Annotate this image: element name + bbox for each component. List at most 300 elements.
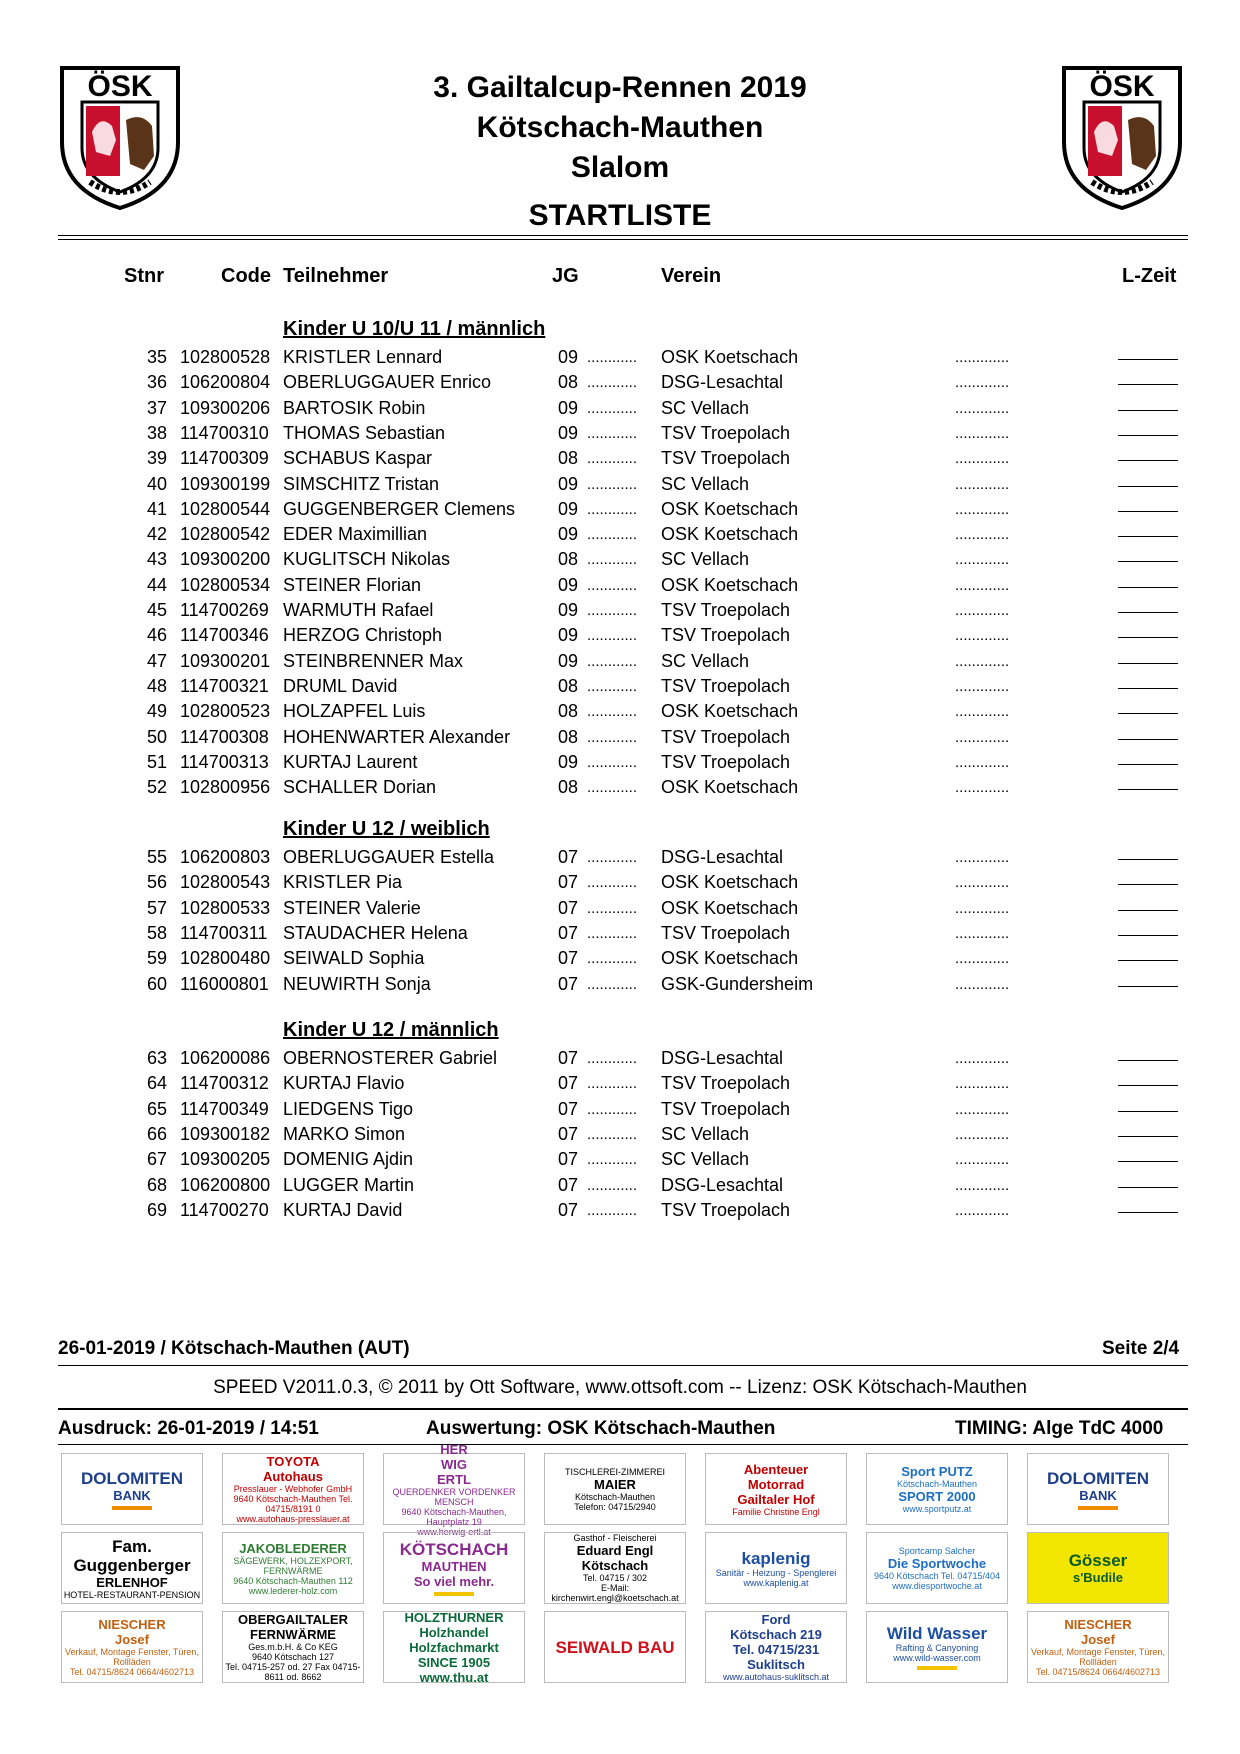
- sponsor-accent-mark: [917, 1666, 957, 1670]
- sponsor-ad: [1027, 1611, 1169, 1683]
- club-name: OSK Koetschach: [661, 777, 799, 798]
- sponsor-text: Presslauer - Webhofer GmbH: [233, 1484, 353, 1494]
- birth-year: 09: [558, 397, 579, 418]
- table-row: [0, 573, 1240, 598]
- athlete-name: DOMENIG Ajdin: [283, 1149, 414, 1170]
- time-blank-line: [1118, 472, 1178, 487]
- sponsor-text: NIESCHER: [98, 1617, 166, 1632]
- dot-leader: ............: [587, 1201, 638, 1219]
- footer-date-place: 26-01-2019 / Kötschach-Mauthen (AUT): [58, 1338, 410, 1359]
- sponsor-text: s'Budile: [1072, 1570, 1124, 1585]
- dot-leader: .............: [955, 475, 1010, 493]
- start-number: 40: [146, 473, 167, 494]
- athlete-name: SEIWALD Sophia: [283, 948, 425, 969]
- time-blank-line: [1118, 1122, 1178, 1137]
- birth-year: 09: [558, 524, 579, 545]
- sponsor-ad: [61, 1532, 203, 1604]
- sponsor-text: Telefon: 04715/2940: [574, 1501, 656, 1512]
- start-number: 44: [146, 574, 167, 595]
- athlete-name: KURTAJ Laurent: [283, 751, 418, 772]
- athlete-code: 109300206: [180, 397, 271, 418]
- athlete-name: SCHALLER Dorian: [283, 777, 437, 798]
- table-row: [0, 1198, 1240, 1223]
- col-verein: Verein: [661, 265, 722, 287]
- birth-year: 07: [558, 897, 579, 918]
- athlete-code: 109300205: [180, 1149, 271, 1170]
- sponsor-text: TISCHLEREI-ZIMMEREI: [564, 1466, 665, 1477]
- athlete-code: 114700313: [180, 751, 269, 772]
- dot-leader: ............: [587, 677, 638, 695]
- start-number: 63: [146, 1048, 167, 1068]
- athlete-name: MARKO Simon: [283, 1123, 406, 1144]
- sponsor-ad: [705, 1532, 847, 1604]
- table-row: [0, 750, 1240, 775]
- sponsor-text: HER: [440, 1441, 468, 1457]
- birth-year: 07: [558, 1098, 579, 1119]
- sponsor-text: MAIER: [594, 1476, 636, 1492]
- start-number: 39: [146, 448, 167, 469]
- birth-year: 07: [558, 847, 579, 867]
- time-blank-line: [1118, 870, 1178, 885]
- footer-printout: Ausdruck: 26-01-2019 / 14:51: [58, 1418, 319, 1439]
- dot-leader: ............: [587, 627, 638, 645]
- club-name: OSK Koetschach: [661, 347, 799, 367]
- time-blank-line: [1118, 421, 1178, 436]
- birth-year: 09: [558, 751, 579, 772]
- header-rule: [58, 235, 1188, 236]
- birth-year: 08: [558, 777, 579, 798]
- dot-leader: ............: [587, 424, 638, 442]
- logo-letters: ÖSK: [87, 70, 153, 103]
- sponsor-ad: [705, 1453, 847, 1525]
- athlete-code: 109300182: [180, 1123, 271, 1144]
- dot-leader: .............: [955, 849, 1010, 866]
- club-name: OSK Koetschach: [661, 498, 799, 519]
- birth-year: 09: [558, 625, 579, 646]
- footer-rule-2: [58, 1408, 1188, 1410]
- event-title: 3. Gailtalcup-Rennen 2019: [433, 71, 807, 104]
- footer-rule-3: [58, 1444, 1188, 1445]
- athlete-name: LUGGER Martin: [283, 1174, 415, 1195]
- athlete-code: 114700346: [180, 625, 269, 646]
- sponsor-text: www.lederer-holz.com: [248, 1585, 338, 1596]
- start-number: 52: [146, 777, 167, 798]
- table-row: [0, 497, 1240, 522]
- club-name: TSV Troepolach: [661, 422, 791, 443]
- start-number: 51: [146, 751, 167, 772]
- sponsor-text: 9640 Kötschach-Mauthen, Hauptplatz 19: [401, 1506, 507, 1527]
- athlete-name: OBERNOSTERER Gabriel: [283, 1048, 498, 1068]
- sponsor-text: Verkauf, Montage Fenster, Türen, Rollläden: [65, 1647, 199, 1667]
- list-title: STARTLISTE: [528, 199, 712, 232]
- start-number: 57: [146, 897, 167, 918]
- dot-leader: ............: [587, 576, 638, 594]
- dot-leader: .............: [955, 1100, 1010, 1118]
- start-number: 50: [146, 726, 167, 747]
- start-number: 41: [146, 498, 167, 519]
- sponsor-text: Familie Christine Engl: [732, 1506, 820, 1517]
- athlete-name: KURTAJ David: [283, 1199, 403, 1220]
- dot-leader: .............: [955, 728, 1010, 746]
- sponsor-text: QUERDENKER VORDENKER MENSCH: [392, 1486, 516, 1507]
- sponsor-text: Die Sportwoche: [887, 1555, 987, 1571]
- table-row: [0, 1147, 1240, 1172]
- dot-leader: .............: [955, 950, 1010, 968]
- dot-leader: ............: [587, 1100, 638, 1118]
- sponsor-accent-mark: [434, 1592, 474, 1596]
- dot-leader: ............: [587, 1125, 638, 1143]
- club-name: DSG-Lesachtal: [661, 1048, 784, 1068]
- athlete-name: DRUML David: [283, 675, 398, 696]
- athlete-name: GUGGENBERGER Clemens: [283, 498, 516, 519]
- dot-leader: ............: [587, 975, 638, 993]
- sponsor-text: SPORT 2000: [898, 1489, 976, 1504]
- sponsor-text: Motorrad: [747, 1476, 805, 1492]
- club-name: OSK Koetschach: [661, 897, 799, 918]
- sponsor-text: FERNWÄRME: [250, 1627, 336, 1642]
- sponsor-text: DOLOMITEN: [1047, 1468, 1149, 1488]
- birth-year: 07: [558, 872, 579, 893]
- club-name: OSK Koetschach: [661, 872, 799, 893]
- athlete-name: NEUWIRTH Sonja: [283, 973, 431, 994]
- table-row: [0, 699, 1240, 724]
- club-name: TSV Troepolach: [661, 448, 791, 469]
- table-row: [0, 522, 1240, 547]
- dot-leader: .............: [955, 975, 1010, 993]
- dot-leader: .............: [955, 399, 1010, 417]
- table-row: [0, 1097, 1240, 1122]
- time-blank-line: [1118, 946, 1178, 961]
- sponsor-text: 9640 Kötschach-Mauthen Tel. 04715/8191 0: [233, 1494, 353, 1514]
- sponsor-text: WIG: [441, 1456, 467, 1472]
- start-number: 69: [146, 1199, 167, 1220]
- birth-year: 08: [558, 549, 579, 570]
- club-name: TSV Troepolach: [661, 726, 791, 747]
- table-row: [0, 896, 1240, 921]
- athlete-code: 106200086: [180, 1048, 271, 1068]
- club-name: OSK Koetschach: [661, 701, 799, 722]
- dot-leader: ............: [587, 753, 638, 771]
- table-row: [0, 446, 1240, 471]
- dot-leader: .............: [955, 424, 1010, 442]
- sponsor-text: Gösser: [1068, 1551, 1128, 1570]
- sponsor-ad: [383, 1532, 525, 1604]
- time-blank-line: [1118, 725, 1178, 740]
- dot-leader: .............: [955, 1125, 1010, 1143]
- sponsor-text: Suklitsch: [747, 1657, 805, 1672]
- time-blank-line: [1118, 1046, 1178, 1061]
- sponsor-text: ERLENHOF: [96, 1574, 168, 1590]
- dot-leader: .............: [955, 899, 1010, 917]
- footer-timing: TIMING: Alge TdC 4000: [955, 1418, 1164, 1439]
- athlete-code: 102800534: [180, 574, 271, 595]
- birth-year: 07: [558, 922, 579, 943]
- athlete-code: 102800956: [180, 777, 271, 798]
- sponsor-text: BANK: [1079, 1487, 1117, 1503]
- dot-leader: ............: [587, 374, 638, 392]
- table-row: [0, 1122, 1240, 1147]
- dot-leader: .............: [955, 652, 1010, 670]
- sponsor-text: Tel. 04715-257 od. 27 Fax 04715-8611 od. 8662: [225, 1662, 361, 1682]
- dot-leader: ............: [587, 399, 638, 417]
- sponsor-ad: [1027, 1453, 1169, 1525]
- dot-leader: ............: [587, 728, 638, 746]
- athlete-name: KUGLITSCH Nikolas: [283, 549, 451, 570]
- dot-leader: ............: [587, 652, 638, 670]
- start-number: 45: [146, 600, 167, 620]
- sponsor-text: www.autohaus-presslauer.at: [236, 1514, 350, 1524]
- dot-leader: ............: [587, 526, 638, 544]
- sponsor-text: 9640 Kötschach Tel. 04715/404: [874, 1570, 1000, 1581]
- athlete-name: WARMUTH Rafael: [283, 600, 434, 620]
- start-number: 59: [146, 948, 167, 969]
- sponsor-text: MAUTHEN: [421, 1559, 487, 1574]
- start-number: 48: [146, 675, 167, 696]
- table-row: [0, 946, 1240, 971]
- time-blank-line: [1118, 674, 1178, 689]
- club-name: SC Vellach: [661, 650, 750, 671]
- logo-letters: ÖSK: [1089, 70, 1155, 103]
- time-blank-line: [1118, 921, 1178, 936]
- sponsor-text: kaplenig: [741, 1548, 811, 1568]
- start-number: 37: [146, 397, 167, 418]
- dot-leader: ............: [587, 551, 638, 569]
- birth-year: 08: [558, 448, 579, 469]
- table-row: [0, 649, 1240, 674]
- athlete-code: 114700312: [180, 1073, 269, 1094]
- col-lzeit: L-Zeit: [1122, 265, 1177, 287]
- col-code: Code: [221, 265, 271, 287]
- athlete-code: 102800543: [180, 872, 271, 893]
- birth-year: 08: [558, 701, 579, 722]
- athlete-name: OBERLUGGAUER Enrico: [283, 372, 492, 393]
- sponsor-text: Kötschach: [581, 1558, 649, 1573]
- birth-year: 09: [558, 422, 579, 443]
- table-row: [0, 870, 1240, 895]
- birth-year: 08: [558, 372, 579, 393]
- dot-leader: ............: [587, 475, 638, 493]
- sponsor-text: So viel mehr.: [413, 1574, 495, 1589]
- dot-leader: .............: [955, 1201, 1010, 1219]
- start-number: 49: [146, 701, 167, 722]
- sponsor-ad: [61, 1611, 203, 1683]
- athlete-name: KRISTLER Lennard: [283, 347, 443, 367]
- birth-year: 07: [558, 1149, 579, 1170]
- start-number: 64: [146, 1073, 167, 1094]
- club-name: SC Vellach: [661, 397, 750, 418]
- dot-leader: .............: [955, 602, 1010, 619]
- time-blank-line: [1118, 775, 1178, 790]
- dot-leader: .............: [955, 753, 1010, 771]
- athlete-code: 114700269: [180, 600, 269, 620]
- time-blank-line: [1118, 1173, 1178, 1188]
- time-blank-line: [1118, 598, 1178, 613]
- table-row: [0, 674, 1240, 699]
- dot-leader: ............: [587, 1075, 638, 1093]
- table-row: [0, 370, 1240, 395]
- athlete-code: 114700308: [180, 726, 269, 747]
- dot-leader: ............: [587, 779, 638, 797]
- sponsor-text: www.autohaus-suklitsch.at: [722, 1672, 830, 1682]
- athlete-name: SCHABUS Kaspar: [283, 448, 433, 469]
- time-blank-line: [1118, 396, 1178, 411]
- sponsor-text: Tel. 04715 / 302: [582, 1573, 648, 1583]
- sponsor-text: Kötschach 219: [730, 1627, 822, 1642]
- club-name: SC Vellach: [661, 1149, 750, 1170]
- athlete-code: 102800523: [180, 701, 271, 722]
- sponsor-ad: [222, 1611, 364, 1683]
- athlete-code: 102800480: [180, 948, 271, 969]
- sponsor-ad: [222, 1453, 364, 1525]
- sponsor-ad: [544, 1532, 686, 1604]
- start-number: 66: [146, 1123, 167, 1144]
- start-number: 35: [146, 347, 167, 367]
- time-blank-line: [1118, 845, 1178, 860]
- sponsor-text: SEIWALD BAU: [555, 1637, 675, 1657]
- club-name: OSK Koetschach: [661, 574, 799, 595]
- athlete-code: 102800533: [180, 897, 271, 918]
- club-name: GSK-Gundersheim: [661, 973, 814, 994]
- sponsor-ad: [866, 1532, 1008, 1604]
- time-blank-line: [1118, 1071, 1178, 1086]
- start-number: 47: [146, 650, 167, 671]
- birth-year: 07: [558, 1174, 579, 1195]
- birth-year: 07: [558, 1199, 579, 1220]
- sponsor-accent-mark: [1078, 1506, 1118, 1510]
- sponsor-text: Gailtaler Hof: [737, 1491, 815, 1507]
- sponsor-text: SINCE 1905: [417, 1654, 491, 1670]
- footer-page: Seite 2/4: [1102, 1338, 1180, 1359]
- sponsor-text: Ford: [761, 1612, 791, 1627]
- dot-leader: ............: [587, 349, 638, 366]
- sponsor-text: www.thu.at: [419, 1669, 489, 1685]
- start-number: 58: [146, 922, 167, 943]
- table-row: [0, 1071, 1240, 1096]
- table-row: [0, 921, 1240, 946]
- start-number: 46: [146, 625, 167, 646]
- birth-year: 09: [558, 574, 579, 595]
- dot-leader: .............: [955, 349, 1010, 366]
- sponsor-ad: [866, 1611, 1008, 1683]
- athlete-code: 106200800: [180, 1174, 271, 1195]
- athlete-name: STEINER Valerie: [283, 897, 421, 918]
- footer-rule-1: [58, 1365, 1188, 1366]
- dot-leader: .............: [955, 576, 1010, 594]
- athlete-code: 114700309: [180, 448, 269, 469]
- dot-leader: .............: [955, 703, 1010, 721]
- event-discipline: Slalom: [570, 151, 670, 184]
- athlete-name: OBERLUGGAUER Estella: [283, 847, 495, 867]
- sponsor-text: HOTEL-RESTAURANT-PENSION: [63, 1589, 201, 1600]
- time-blank-line: [1118, 699, 1178, 714]
- athlete-code: 106200804: [180, 372, 271, 393]
- sponsor-ad: [383, 1441, 525, 1537]
- club-name: SC Vellach: [661, 549, 750, 570]
- birth-year: 07: [558, 948, 579, 969]
- birth-year: 07: [558, 1048, 579, 1068]
- sponsor-text: DOLOMITEN: [81, 1468, 183, 1488]
- table-row: [0, 472, 1240, 497]
- birth-year: 08: [558, 675, 579, 696]
- athlete-code: 114700321: [180, 675, 269, 696]
- dot-leader: ............: [587, 703, 638, 721]
- time-blank-line: [1118, 497, 1178, 512]
- col-stnr: Stnr: [124, 265, 164, 287]
- athlete-name: HOHENWARTER Alexander: [283, 726, 511, 747]
- time-blank-line: [1118, 896, 1178, 911]
- athlete-code: 114700310: [180, 422, 269, 443]
- athlete-code: 102800542: [180, 524, 271, 545]
- sponsor-text: www.wild-wasser.com: [893, 1653, 981, 1663]
- sponsor-text: www.herwig-ertl.at: [417, 1526, 491, 1537]
- section-title: Kinder U 10/U 11 / männlich: [283, 318, 546, 340]
- table-row: [0, 972, 1240, 997]
- sponsor-ad: [383, 1611, 525, 1683]
- sponsor-text: Tel. 04715/231: [732, 1642, 820, 1657]
- sponsor-text: Sport PUTZ: [901, 1464, 973, 1479]
- dot-leader: ............: [587, 899, 638, 917]
- time-blank-line: [1118, 750, 1178, 765]
- dot-leader: .............: [955, 1050, 1010, 1067]
- sponsor-text: Kötschach-Mauthen: [574, 1491, 656, 1502]
- athlete-name: THOMAS Sebastian: [283, 422, 446, 443]
- sponsor-text: 9640 Kötschach-Mauthen 112: [233, 1575, 353, 1586]
- birth-year: 09: [558, 473, 579, 494]
- section-title: Kinder U 12 / männlich: [283, 1019, 499, 1041]
- dot-leader: ............: [587, 1050, 638, 1067]
- table-row: [0, 775, 1240, 800]
- start-number: 65: [146, 1098, 167, 1119]
- time-blank-line: [1118, 972, 1178, 987]
- club-name: SC Vellach: [661, 473, 750, 494]
- sponsor-text: SÄGEWERK, HOLZEXPORT, FERNWÄRME: [233, 1555, 353, 1576]
- sponsor-text: NIESCHER: [1064, 1617, 1132, 1632]
- sponsor-text: www.sportputz.at: [902, 1504, 972, 1514]
- start-number: 42: [146, 524, 167, 545]
- club-name: TSV Troepolach: [661, 751, 791, 772]
- sponsor-text: TOYOTA: [266, 1454, 320, 1469]
- dot-leader: ............: [587, 1151, 638, 1169]
- dot-leader: ............: [587, 849, 638, 866]
- sponsor-text: Gasthof - Fleischerei: [573, 1533, 657, 1543]
- dot-leader: .............: [955, 1176, 1010, 1194]
- club-name: TSV Troepolach: [661, 675, 791, 696]
- sponsor-text: Tel. 04715/8624 0664/4602713: [1035, 1667, 1161, 1677]
- sponsor-text: Abenteuer: [743, 1461, 809, 1477]
- club-name: TSV Troepolach: [661, 1073, 791, 1094]
- club-name: DSG-Lesachtal: [661, 1174, 784, 1195]
- sponsor-text: ERTL: [437, 1471, 471, 1487]
- time-blank-line: [1118, 649, 1178, 664]
- club-name: TSV Troepolach: [661, 625, 791, 646]
- dot-leader: ............: [587, 874, 638, 892]
- dot-leader: .............: [955, 779, 1010, 797]
- birth-year: 08: [558, 726, 579, 747]
- club-name: OSK Koetschach: [661, 948, 799, 969]
- dot-leader: ............: [587, 500, 638, 518]
- athlete-name: HERZOG Christoph: [283, 625, 443, 646]
- col-name: Teilnehmer: [283, 265, 389, 287]
- club-name: TSV Troepolach: [661, 1098, 791, 1119]
- birth-year: 07: [558, 973, 579, 994]
- dot-leader: .............: [955, 450, 1010, 468]
- sponsor-text: Sanitär - Heizung - Spenglerei: [715, 1567, 837, 1578]
- sponsor-text: Fam. Guggenberger: [73, 1536, 191, 1575]
- sponsor-text: E-Mail: kirchenwirt.engl@koetschach.at: [551, 1583, 679, 1603]
- dot-leader: ............: [587, 602, 638, 619]
- dot-leader: ............: [587, 450, 638, 468]
- dot-leader: .............: [955, 500, 1010, 518]
